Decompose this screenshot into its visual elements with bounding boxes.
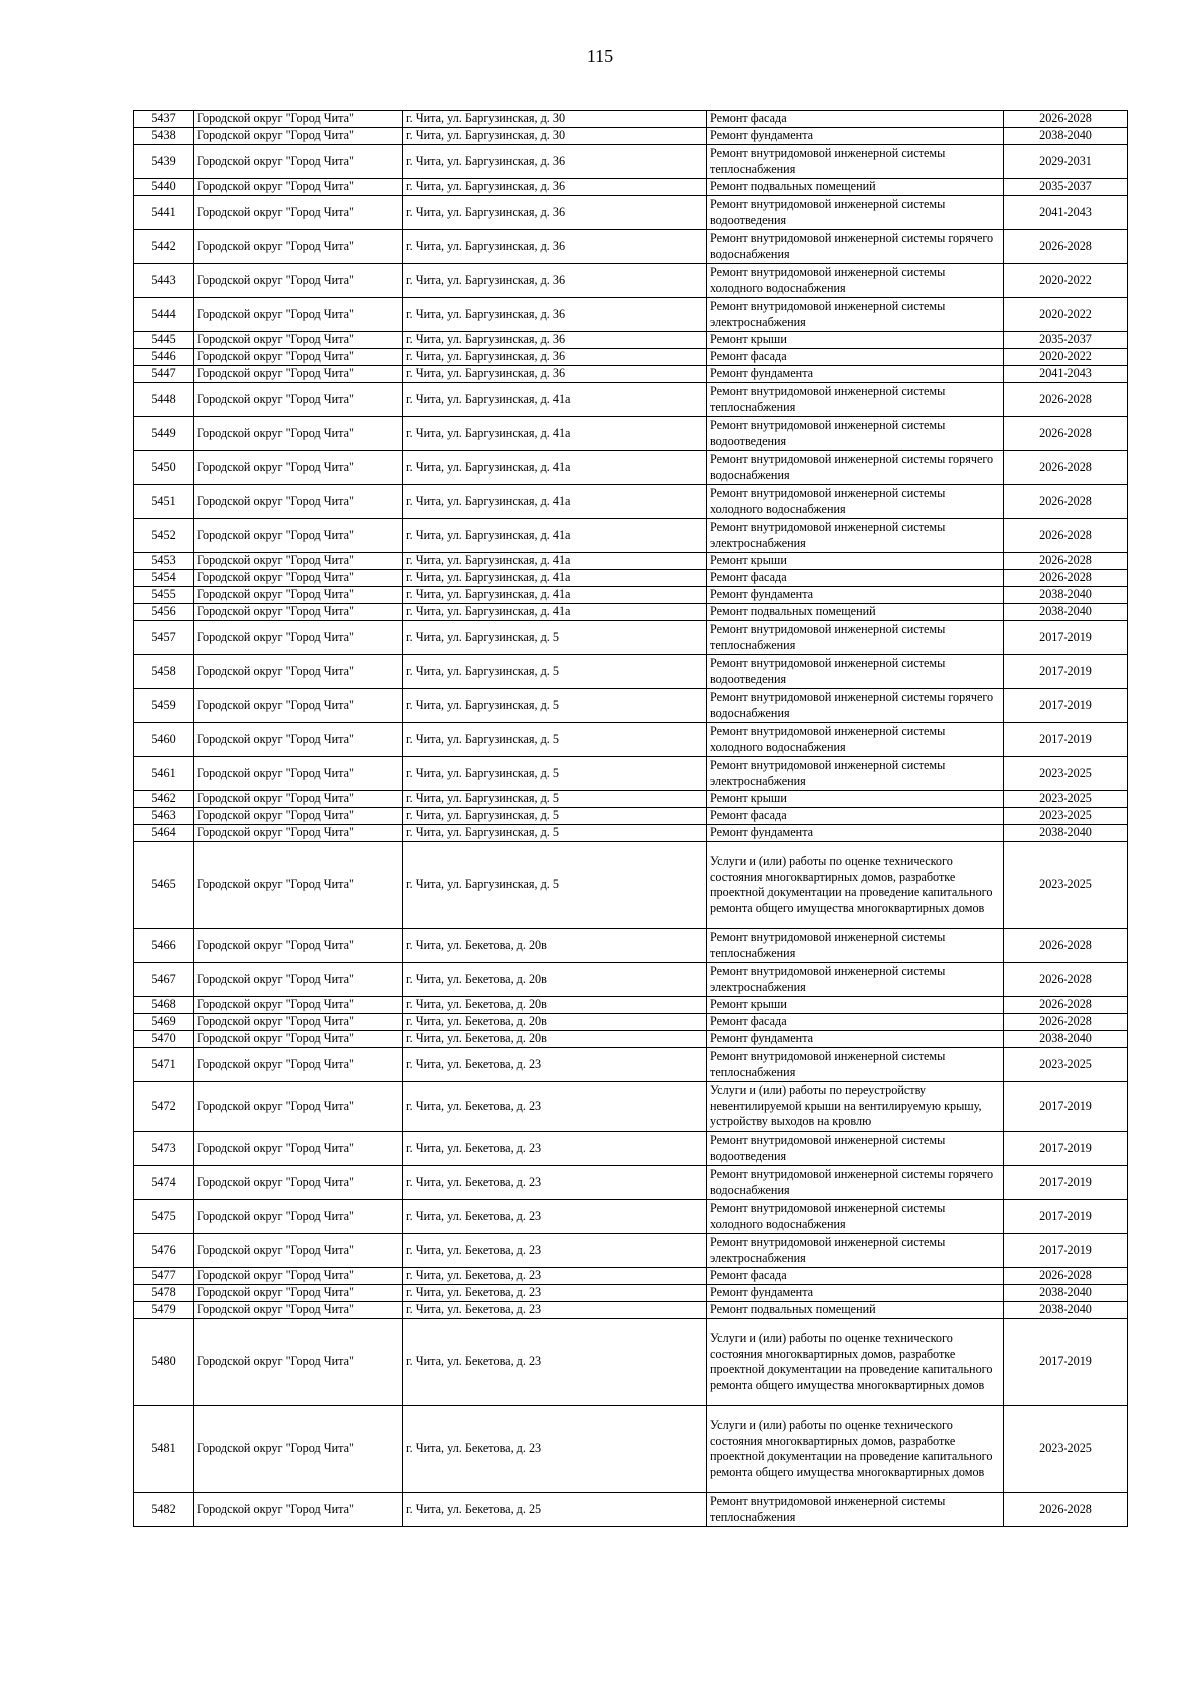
cell-number: 5477: [134, 1268, 194, 1285]
cell-number: 5454: [134, 570, 194, 587]
cell-work-type: Ремонт подвальных помещений: [707, 604, 1004, 621]
cell-municipality: Городской округ "Город Чита": [194, 1406, 403, 1493]
cell-number: 5463: [134, 808, 194, 825]
cell-number: 5467: [134, 963, 194, 997]
cell-number: 5474: [134, 1166, 194, 1200]
cell-municipality: Городской округ "Город Чита": [194, 570, 403, 587]
cell-number: 5476: [134, 1234, 194, 1268]
cell-work-type: Услуги и (или) работы по оценке технического состояния многоквартирных домов, разработке проектной документации на проведение капитального ремонта общего имущества многоквартирных домов: [707, 1319, 1004, 1406]
cell-municipality: Городской округ "Город Чита": [194, 723, 403, 757]
cell-number: 5472: [134, 1082, 194, 1132]
cell-period: 2038-2040: [1004, 587, 1128, 604]
cell-number: 5478: [134, 1285, 194, 1302]
cell-municipality: Городской округ "Город Чита": [194, 383, 403, 417]
cell-work-type: Ремонт внутридомовой инженерной системы электроснабжения: [707, 519, 1004, 553]
cell-work-type: Ремонт внутридомовой инженерной системы теплоснабжения: [707, 1048, 1004, 1082]
cell-municipality: Городской округ "Город Чита": [194, 825, 403, 842]
cell-work-type: Ремонт крыши: [707, 791, 1004, 808]
cell-period: 2026-2028: [1004, 963, 1128, 997]
cell-period: 2020-2022: [1004, 298, 1128, 332]
cell-work-type: Ремонт подвальных помещений: [707, 179, 1004, 196]
table-row: [134, 145, 1128, 179]
cell-municipality: Городской округ "Город Чита": [194, 842, 403, 929]
cell-period: 2017-2019: [1004, 655, 1128, 689]
cell-number: 5479: [134, 1302, 194, 1319]
cell-number: 5461: [134, 757, 194, 791]
register-table-body: [134, 111, 1128, 1527]
cell-address: г. Чита, ул. Бекетова, д. 25: [403, 1493, 707, 1527]
cell-period: 2035-2037: [1004, 179, 1128, 196]
table-row: [134, 1319, 1128, 1406]
cell-municipality: Городской округ "Город Чита": [194, 485, 403, 519]
table-row: [134, 519, 1128, 553]
cell-municipality: Городской округ "Город Чита": [194, 145, 403, 179]
cell-period: 2017-2019: [1004, 1132, 1128, 1166]
cell-period: 2026-2028: [1004, 111, 1128, 128]
cell-work-type: Ремонт фундамента: [707, 366, 1004, 383]
cell-number: 5473: [134, 1132, 194, 1166]
cell-period: 2026-2028: [1004, 570, 1128, 587]
cell-period: 2026-2028: [1004, 417, 1128, 451]
cell-address: г. Чита, ул. Баргузинская, д. 5: [403, 808, 707, 825]
cell-number: 5480: [134, 1319, 194, 1406]
cell-work-type: Ремонт внутридомовой инженерной системы горячего водоснабжения: [707, 230, 1004, 264]
cell-address: г. Чита, ул. Баргузинская, д. 41а: [403, 519, 707, 553]
cell-municipality: Городской округ "Город Чита": [194, 929, 403, 963]
table-row: [134, 929, 1128, 963]
cell-period: 2026-2028: [1004, 485, 1128, 519]
table-row: [134, 1234, 1128, 1268]
cell-work-type: Ремонт крыши: [707, 332, 1004, 349]
cell-municipality: Городской округ "Город Чита": [194, 808, 403, 825]
cell-number: 5437: [134, 111, 194, 128]
cell-municipality: Городской округ "Город Чита": [194, 655, 403, 689]
cell-municipality: Городской округ "Город Чита": [194, 1048, 403, 1082]
cell-address: г. Чита, ул. Бекетова, д. 23: [403, 1268, 707, 1285]
cell-work-type: Ремонт внутридомовой инженерной системы горячего водоснабжения: [707, 1166, 1004, 1200]
cell-period: 2017-2019: [1004, 723, 1128, 757]
cell-period: 2017-2019: [1004, 1166, 1128, 1200]
cell-period: 2026-2028: [1004, 1268, 1128, 1285]
cell-work-type: Ремонт внутридомовой инженерной системы теплоснабжения: [707, 621, 1004, 655]
cell-municipality: Городской округ "Город Чита": [194, 1268, 403, 1285]
table-row: [134, 1493, 1128, 1527]
cell-number: 5458: [134, 655, 194, 689]
cell-municipality: Городской округ "Город Чита": [194, 1493, 403, 1527]
cell-municipality: Городской округ "Город Чита": [194, 1285, 403, 1302]
cell-municipality: Городской округ "Город Чита": [194, 1082, 403, 1132]
cell-address: г. Чита, ул. Баргузинская, д. 41а: [403, 417, 707, 451]
cell-period: 2023-2025: [1004, 842, 1128, 929]
table-row: [134, 298, 1128, 332]
cell-period: 2017-2019: [1004, 689, 1128, 723]
table-row: [134, 196, 1128, 230]
cell-number: 5464: [134, 825, 194, 842]
cell-address: г. Чита, ул. Баргузинская, д. 41а: [403, 485, 707, 519]
cell-address: г. Чита, ул. Баргузинская, д. 36: [403, 179, 707, 196]
cell-work-type: Ремонт внутридомовой инженерной системы горячего водоснабжения: [707, 451, 1004, 485]
cell-municipality: Городской округ "Город Чита": [194, 621, 403, 655]
cell-municipality: Городской округ "Город Чита": [194, 179, 403, 196]
cell-period: 2038-2040: [1004, 604, 1128, 621]
cell-number: 5455: [134, 587, 194, 604]
cell-number: 5445: [134, 332, 194, 349]
cell-work-type: Ремонт внутридомовой инженерной системы электроснабжения: [707, 1234, 1004, 1268]
cell-number: 5468: [134, 997, 194, 1014]
table-row: [134, 349, 1128, 366]
cell-period: 2041-2043: [1004, 196, 1128, 230]
cell-municipality: Городской округ "Город Чита": [194, 587, 403, 604]
table-row: [134, 553, 1128, 570]
cell-number: 5440: [134, 179, 194, 196]
cell-work-type: Ремонт внутридомовой инженерной системы электроснабжения: [707, 963, 1004, 997]
table-row: [134, 332, 1128, 349]
cell-address: г. Чита, ул. Баргузинская, д. 41а: [403, 553, 707, 570]
cell-number: 5471: [134, 1048, 194, 1082]
cell-work-type: Ремонт внутридомовой инженерной системы водоотведения: [707, 655, 1004, 689]
cell-address: г. Чита, ул. Бекетова, д. 20в: [403, 1031, 707, 1048]
cell-municipality: Городской округ "Город Чита": [194, 349, 403, 366]
cell-number: 5462: [134, 791, 194, 808]
cell-number: 5470: [134, 1031, 194, 1048]
cell-period: 2026-2028: [1004, 383, 1128, 417]
table-row: [134, 485, 1128, 519]
cell-period: 2017-2019: [1004, 1082, 1128, 1132]
cell-period: 2017-2019: [1004, 1319, 1128, 1406]
cell-number: 5439: [134, 145, 194, 179]
cell-period: 2029-2031: [1004, 145, 1128, 179]
cell-period: 2020-2022: [1004, 349, 1128, 366]
table-row: [134, 689, 1128, 723]
cell-period: 2023-2025: [1004, 791, 1128, 808]
table-row: [134, 1031, 1128, 1048]
cell-address: г. Чита, ул. Баргузинская, д. 5: [403, 723, 707, 757]
cell-period: 2017-2019: [1004, 1200, 1128, 1234]
cell-number: 5443: [134, 264, 194, 298]
cell-period: 2041-2043: [1004, 366, 1128, 383]
cell-municipality: Городской округ "Город Чита": [194, 230, 403, 264]
cell-number: 5438: [134, 128, 194, 145]
table-row: [134, 825, 1128, 842]
cell-period: 2017-2019: [1004, 1234, 1128, 1268]
cell-address: г. Чита, ул. Баргузинская, д. 5: [403, 621, 707, 655]
cell-work-type: Ремонт внутридомовой инженерной системы холодного водоснабжения: [707, 723, 1004, 757]
cell-municipality: Городской округ "Город Чита": [194, 519, 403, 553]
cell-address: г. Чита, ул. Бекетова, д. 20в: [403, 929, 707, 963]
cell-address: г. Чита, ул. Баргузинская, д. 5: [403, 825, 707, 842]
cell-work-type: Ремонт внутридомовой инженерной системы холодного водоснабжения: [707, 1200, 1004, 1234]
table-row: [134, 587, 1128, 604]
cell-address: г. Чита, ул. Бекетова, д. 20в: [403, 1014, 707, 1031]
table-row: [134, 604, 1128, 621]
cell-municipality: Городской округ "Город Чита": [194, 1031, 403, 1048]
cell-number: 5457: [134, 621, 194, 655]
cell-municipality: Городской округ "Город Чита": [194, 1302, 403, 1319]
cell-number: 5447: [134, 366, 194, 383]
cell-period: 2026-2028: [1004, 1493, 1128, 1527]
table-row: [134, 621, 1128, 655]
cell-work-type: Ремонт фасада: [707, 808, 1004, 825]
cell-work-type: Ремонт подвальных помещений: [707, 1302, 1004, 1319]
cell-address: г. Чита, ул. Баргузинская, д. 36: [403, 349, 707, 366]
cell-address: г. Чита, ул. Баргузинская, д. 36: [403, 196, 707, 230]
cell-address: г. Чита, ул. Баргузинская, д. 41а: [403, 383, 707, 417]
cell-address: г. Чита, ул. Бекетова, д. 23: [403, 1132, 707, 1166]
table-row: [134, 1132, 1128, 1166]
cell-number: 5450: [134, 451, 194, 485]
cell-municipality: Городской округ "Город Чита": [194, 553, 403, 570]
cell-work-type: Ремонт фасада: [707, 570, 1004, 587]
cell-municipality: Городской округ "Город Чита": [194, 451, 403, 485]
cell-municipality: Городской округ "Город Чита": [194, 196, 403, 230]
table-row: [134, 723, 1128, 757]
cell-period: 2038-2040: [1004, 1302, 1128, 1319]
cell-work-type: Ремонт фундамента: [707, 587, 1004, 604]
cell-address: г. Чита, ул. Баргузинская, д. 41а: [403, 587, 707, 604]
table-row: [134, 111, 1128, 128]
table-row: [134, 808, 1128, 825]
table-row: [134, 997, 1128, 1014]
cell-address: г. Чита, ул. Бекетова, д. 23: [403, 1048, 707, 1082]
table-row: [134, 1048, 1128, 1082]
cell-address: г. Чита, ул. Баргузинская, д. 41а: [403, 604, 707, 621]
page-number: 115: [586, 46, 614, 66]
cell-number: 5442: [134, 230, 194, 264]
cell-period: 2026-2028: [1004, 519, 1128, 553]
cell-number: 5456: [134, 604, 194, 621]
cell-address: г. Чита, ул. Баргузинская, д. 36: [403, 366, 707, 383]
table-row: [134, 655, 1128, 689]
table-row: [134, 264, 1128, 298]
cell-municipality: Городской округ "Город Чита": [194, 366, 403, 383]
cell-period: 2035-2037: [1004, 332, 1128, 349]
cell-municipality: Городской округ "Город Чита": [194, 1200, 403, 1234]
cell-work-type: Ремонт внутридомовой инженерной системы электроснабжения: [707, 298, 1004, 332]
cell-address: г. Чита, ул. Бекетова, д. 23: [403, 1406, 707, 1493]
cell-work-type: Ремонт фундамента: [707, 128, 1004, 145]
cell-work-type: Ремонт фундамента: [707, 825, 1004, 842]
table-row: [134, 1082, 1128, 1132]
cell-number: 5452: [134, 519, 194, 553]
cell-work-type: Ремонт внутридомовой инженерной системы водоотведения: [707, 196, 1004, 230]
cell-period: 2026-2028: [1004, 997, 1128, 1014]
register-table: [133, 110, 1128, 1527]
cell-address: г. Чита, ул. Бекетова, д. 23: [403, 1302, 707, 1319]
cell-municipality: Городской округ "Город Чита": [194, 111, 403, 128]
table-row: [134, 1302, 1128, 1319]
table-row: [134, 451, 1128, 485]
table-row: [134, 757, 1128, 791]
table-row: [134, 791, 1128, 808]
cell-address: г. Чита, ул. Бекетова, д. 23: [403, 1082, 707, 1132]
cell-address: г. Чита, ул. Баргузинская, д. 5: [403, 757, 707, 791]
cell-municipality: Городской округ "Город Чита": [194, 604, 403, 621]
cell-municipality: Городской округ "Город Чита": [194, 1014, 403, 1031]
cell-municipality: Городской округ "Город Чита": [194, 757, 403, 791]
cell-period: 2023-2025: [1004, 1406, 1128, 1493]
cell-work-type: Ремонт внутридомовой инженерной системы холодного водоснабжения: [707, 264, 1004, 298]
table-row: [134, 963, 1128, 997]
cell-municipality: Городской округ "Город Чита": [194, 298, 403, 332]
cell-address: г. Чита, ул. Баргузинская, д. 36: [403, 145, 707, 179]
cell-number: 5446: [134, 349, 194, 366]
cell-address: г. Чита, ул. Баргузинская, д. 36: [403, 298, 707, 332]
cell-address: г. Чита, ул. Баргузинская, д. 36: [403, 230, 707, 264]
cell-municipality: Городской округ "Город Чита": [194, 791, 403, 808]
cell-period: 2026-2028: [1004, 230, 1128, 264]
table-row: [134, 1166, 1128, 1200]
cell-address: г. Чита, ул. Баргузинская, д. 5: [403, 842, 707, 929]
cell-period: 2026-2028: [1004, 451, 1128, 485]
table-row: [134, 383, 1128, 417]
cell-work-type: Ремонт фасада: [707, 1014, 1004, 1031]
table-row: [134, 1406, 1128, 1493]
cell-municipality: Городской округ "Город Чита": [194, 1319, 403, 1406]
table-row: [134, 1014, 1128, 1031]
cell-work-type: Ремонт фасада: [707, 349, 1004, 366]
cell-municipality: Городской округ "Город Чита": [194, 128, 403, 145]
cell-address: г. Чита, ул. Баргузинская, д. 41а: [403, 570, 707, 587]
cell-municipality: Городской округ "Город Чита": [194, 997, 403, 1014]
table-row: [134, 417, 1128, 451]
cell-period: 2020-2022: [1004, 264, 1128, 298]
cell-number: 5448: [134, 383, 194, 417]
cell-municipality: Городской округ "Город Чита": [194, 417, 403, 451]
cell-municipality: Городской округ "Город Чита": [194, 963, 403, 997]
cell-address: г. Чита, ул. Бекетова, д. 23: [403, 1285, 707, 1302]
cell-work-type: Услуги и (или) работы по оценке технического состояния многоквартирных домов, разработке проектной документации на проведение капитального ремонта общего имущества многоквартирных домов: [707, 1406, 1004, 1493]
cell-work-type: Услуги и (или) работы по переустройству невентилируемой крыши на вентилируемую крышу, устройству выходов на кровлю: [707, 1082, 1004, 1132]
cell-municipality: Городской округ "Город Чита": [194, 689, 403, 723]
cell-address: г. Чита, ул. Баргузинская, д. 30: [403, 111, 707, 128]
cell-municipality: Городской округ "Город Чита": [194, 1234, 403, 1268]
cell-address: г. Чита, ул. Баргузинская, д. 36: [403, 332, 707, 349]
cell-work-type: Ремонт фасада: [707, 1268, 1004, 1285]
cell-address: г. Чита, ул. Бекетова, д. 20в: [403, 997, 707, 1014]
cell-period: 2026-2028: [1004, 1014, 1128, 1031]
cell-period: 2038-2040: [1004, 128, 1128, 145]
cell-period: 2023-2025: [1004, 1048, 1128, 1082]
cell-address: г. Чита, ул. Бекетова, д. 23: [403, 1200, 707, 1234]
cell-number: 5475: [134, 1200, 194, 1234]
cell-period: 2026-2028: [1004, 929, 1128, 963]
cell-number: 5466: [134, 929, 194, 963]
cell-municipality: Городской округ "Город Чита": [194, 1132, 403, 1166]
table-row: [134, 366, 1128, 383]
table-row: [134, 842, 1128, 929]
cell-period: 2038-2040: [1004, 1285, 1128, 1302]
cell-work-type: Ремонт крыши: [707, 553, 1004, 570]
cell-number: 5460: [134, 723, 194, 757]
cell-work-type: Ремонт внутридомовой инженерной системы теплоснабжения: [707, 383, 1004, 417]
cell-address: г. Чита, ул. Баргузинская, д. 36: [403, 264, 707, 298]
cell-address: г. Чита, ул. Бекетова, д. 23: [403, 1319, 707, 1406]
table-row: [134, 1200, 1128, 1234]
cell-address: г. Чита, ул. Баргузинская, д. 5: [403, 791, 707, 808]
cell-address: г. Чита, ул. Бекетова, д. 20в: [403, 963, 707, 997]
cell-address: г. Чита, ул. Баргузинская, д. 5: [403, 655, 707, 689]
cell-work-type: Ремонт внутридомовой инженерной системы электроснабжения: [707, 757, 1004, 791]
cell-number: 5444: [134, 298, 194, 332]
cell-work-type: Ремонт внутридомовой инженерной системы теплоснабжения: [707, 145, 1004, 179]
cell-address: г. Чита, ул. Бекетова, д. 23: [403, 1234, 707, 1268]
cell-number: 5469: [134, 1014, 194, 1031]
cell-work-type: Услуги и (или) работы по оценке технического состояния многоквартирных домов, разработке проектной документации на проведение капитального ремонта общего имущества многоквартирных домов: [707, 842, 1004, 929]
cell-work-type: Ремонт внутридомовой инженерной системы водоотведения: [707, 417, 1004, 451]
cell-number: 5481: [134, 1406, 194, 1493]
cell-address: г. Чита, ул. Бекетова, д. 23: [403, 1166, 707, 1200]
cell-work-type: Ремонт фундамента: [707, 1285, 1004, 1302]
cell-number: 5453: [134, 553, 194, 570]
cell-work-type: Ремонт фасада: [707, 111, 1004, 128]
cell-municipality: Городской округ "Город Чита": [194, 264, 403, 298]
cell-number: 5482: [134, 1493, 194, 1527]
cell-number: 5465: [134, 842, 194, 929]
cell-municipality: Городской округ "Город Чита": [194, 1166, 403, 1200]
cell-address: г. Чита, ул. Баргузинская, д. 30: [403, 128, 707, 145]
cell-period: 2023-2025: [1004, 808, 1128, 825]
cell-work-type: Ремонт внутридомовой инженерной системы холодного водоснабжения: [707, 485, 1004, 519]
cell-address: г. Чита, ул. Баргузинская, д. 5: [403, 689, 707, 723]
cell-period: 2038-2040: [1004, 825, 1128, 842]
cell-number: 5441: [134, 196, 194, 230]
cell-work-type: Ремонт внутридомовой инженерной системы водоотведения: [707, 1132, 1004, 1166]
cell-period: 2023-2025: [1004, 757, 1128, 791]
table-row: [134, 179, 1128, 196]
cell-work-type: Ремонт фундамента: [707, 1031, 1004, 1048]
cell-period: 2038-2040: [1004, 1031, 1128, 1048]
cell-municipality: Городской округ "Город Чита": [194, 332, 403, 349]
cell-period: 2017-2019: [1004, 621, 1128, 655]
cell-period: 2026-2028: [1004, 553, 1128, 570]
table-row: [134, 128, 1128, 145]
table-row: [134, 1285, 1128, 1302]
table-row: [134, 230, 1128, 264]
cell-work-type: Ремонт крыши: [707, 997, 1004, 1014]
cell-work-type: Ремонт внутридомовой инженерной системы теплоснабжения: [707, 929, 1004, 963]
cell-work-type: Ремонт внутридомовой инженерной системы горячего водоснабжения: [707, 689, 1004, 723]
cell-address: г. Чита, ул. Баргузинская, д. 41а: [403, 451, 707, 485]
cell-number: 5459: [134, 689, 194, 723]
table-row: [134, 570, 1128, 587]
table-row: [134, 1268, 1128, 1285]
cell-number: 5451: [134, 485, 194, 519]
cell-number: 5449: [134, 417, 194, 451]
cell-work-type: Ремонт внутридомовой инженерной системы теплоснабжения: [707, 1493, 1004, 1527]
